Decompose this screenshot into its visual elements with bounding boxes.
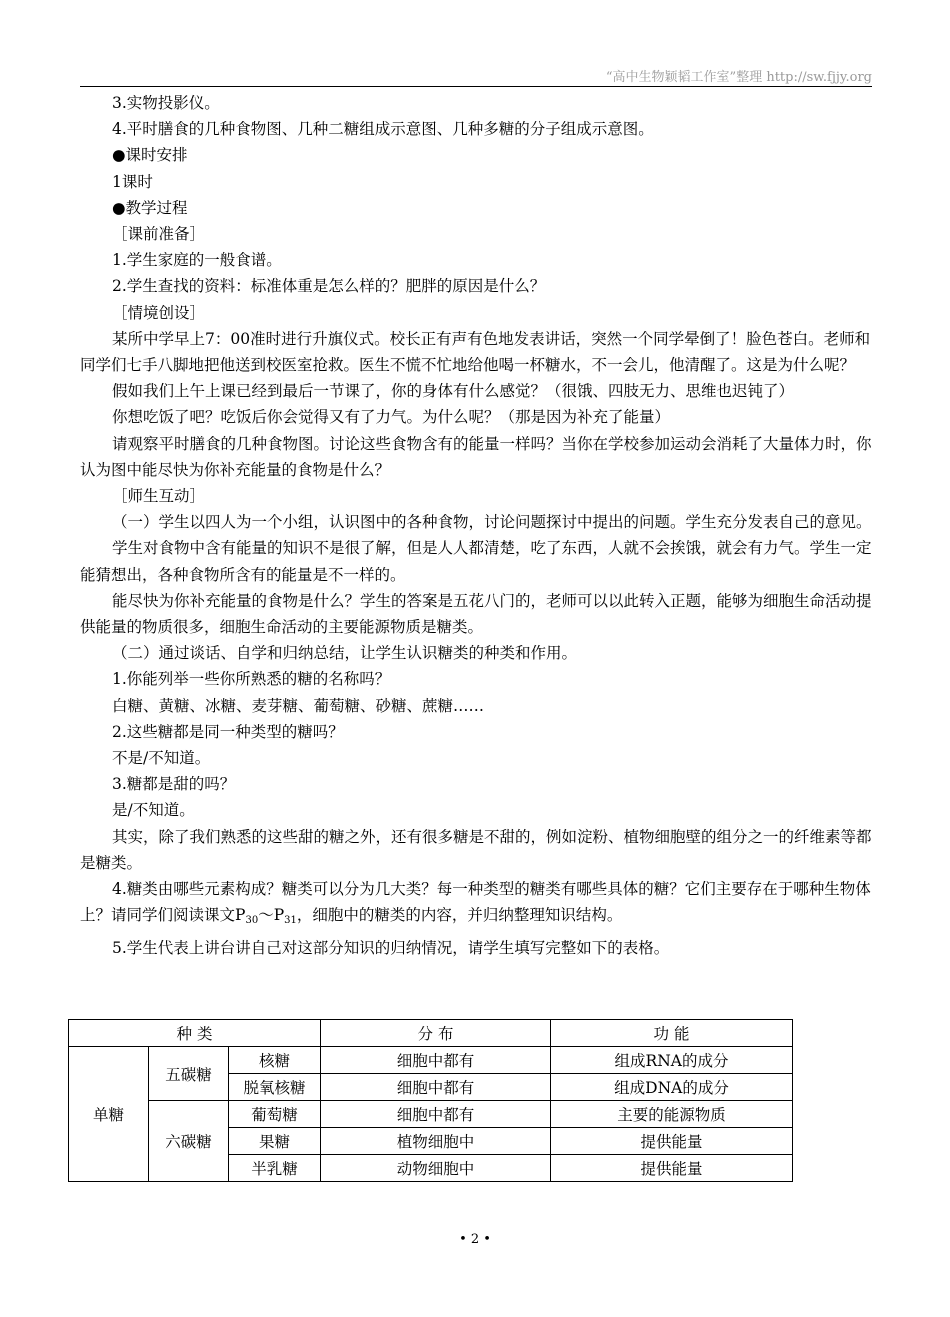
subsection-heading: ［情境创设］ xyxy=(112,303,206,322)
function-cell: 主要的能源物质 xyxy=(551,1101,793,1128)
distribution-cell: 动物细胞中 xyxy=(321,1155,551,1182)
paragraph: 能尽快为你补充能量的食物是什么？学生的答案是五花八门的，老师可以以此转入正题，能够为细胞生命活动提供能量的物质很多，细胞生命活动的主要能源物质是糖类。 xyxy=(80,591,872,637)
header-distribution: 分 布 xyxy=(321,1020,551,1047)
paragraph: 其实，除了我们熟悉的这些甜的糖之外，还有很多糖是不甜的，例如淀粉、植物细胞壁的组分之一的纤维素等都是糖类。 xyxy=(80,827,872,872)
paragraph: 你想吃饭了吧？吃饭后你会觉得又有了力气。为什么呢？（那是因为补充了能量） xyxy=(112,408,671,427)
question: 3.糖都是甜的吗？ xyxy=(112,775,236,794)
page-header: “高中生物颖韬工作室”整理 http://sw.fjjy.org xyxy=(605,70,872,85)
section-heading: ●教学过程 xyxy=(112,198,188,217)
paragraph: 请观察平时膳食的几种食物图。讨论这些食物含有的能量一样吗？当你在学校参加运动会消耗了大量体力时，你认为图中能尽快为你补充能量的食物是什么？ xyxy=(80,434,872,479)
answer: 白糖、黄糖、冰糖、麦芽糖、葡萄糖、砂糖、蔗糖…… xyxy=(112,696,485,715)
sugar-name: 核糖 xyxy=(229,1047,321,1074)
sugar-name: 脱氧核糖 xyxy=(229,1074,321,1101)
table-row xyxy=(69,1101,793,1128)
function-cell: 提供能量 xyxy=(551,1155,793,1182)
group-cell: 单糖 xyxy=(69,1047,149,1182)
distribution-cell: 细胞中都有 xyxy=(321,1074,551,1101)
sugar-name: 葡萄糖 xyxy=(229,1101,321,1128)
subsection-heading: ［师生互动］ xyxy=(112,487,206,506)
subgroup-cell: 六碳糖 xyxy=(149,1101,229,1182)
distribution-cell: 细胞中都有 xyxy=(321,1047,551,1074)
distribution-cell: 细胞中都有 xyxy=(321,1101,551,1128)
text-line: 4.平时膳食的几种食物图、几种二糖组成示意图、几种多糖的分子组成示意图。 xyxy=(112,120,654,139)
header-category: 种 类 xyxy=(69,1020,321,1047)
subsection-heading: ［课前准备］ xyxy=(112,225,206,244)
function-cell: 提供能量 xyxy=(551,1128,793,1155)
answer: 不是/不知道。 xyxy=(112,749,211,768)
text-line: 1课时 xyxy=(112,172,153,191)
sugar-name: 果糖 xyxy=(229,1128,321,1155)
function-cell: 组成DNA的成分 xyxy=(551,1074,793,1101)
paragraph: （二）通过谈话、自学和归纳总结，让学生认识糖类的种类和作用。 xyxy=(112,644,578,663)
page-number: • 2 • xyxy=(459,1232,491,1247)
paragraph: 学生对食物中含有能量的知识不是很了解，但是人人都清楚，吃了东西，人就不会挨饿，就会有力气。学生一定能猜想出，各种食物所含有的能量是不一样的。 xyxy=(80,539,872,584)
answer: 是/不知道。 xyxy=(112,801,195,820)
section-heading: ●课时安排 xyxy=(112,146,188,165)
function-cell: 组成RNA的成分 xyxy=(551,1047,793,1074)
header-rule xyxy=(80,86,872,87)
table-header-row xyxy=(69,1020,793,1047)
sugar-name: 半乳糖 xyxy=(229,1155,321,1182)
text-line: 2.学生查找的资料：标准体重是怎么样的？肥胖的原因是什么？ xyxy=(112,277,546,296)
paragraph: （一）学生以四人为一个小组，认识图中的各种食物，讨论问题探讨中提出的问题。学生充分发表自己的意见。 xyxy=(112,513,872,532)
paragraph: 假如我们上午上课已经到最后一节课了，你的身体有什么感觉？（很饿、四肢无力、思维也迟钝了） xyxy=(112,382,795,401)
question: 1.你能列举一些你所熟悉的糖的名称吗？ xyxy=(112,670,391,689)
sugar-table xyxy=(68,1019,793,1182)
question: 2.这些糖都是同一种类型的糖吗？ xyxy=(112,722,344,741)
distribution-cell: 植物细胞中 xyxy=(321,1128,551,1155)
text-line: 1.学生家庭的一般食谱。 xyxy=(112,251,282,270)
subgroup-cell: 五碳糖 xyxy=(149,1047,229,1101)
header-function: 功 能 xyxy=(551,1020,793,1047)
table-row xyxy=(69,1047,793,1074)
paragraph-q4: 4.糖类由哪些元素构成？糖类可以分为几大类？每一种类型的糖类有哪些具体的糖？它们主要存在于哪种生物体上？请同学们阅读课文$P_{30}\sim P_{31}$，细胞中的糖类的内容，并归纳整理知识结构。 xyxy=(80,880,871,927)
paragraph: 某所中学早上7：00准时进行升旗仪式。校长正有声有色地发表讲话，突然一个同学晕倒了！脸色苍白。老师和同学们七手八脚地把他送到校医室抢救。医生不慌不忙地给他喝一杯糖水，不一会儿，他清醒了。这是为什么呢？ xyxy=(80,329,871,375)
text-line: 3.实物投影仪。 xyxy=(112,94,220,112)
document-body xyxy=(80,90,875,961)
paragraph: 5.学生代表上讲台讲自己对这部分知识的归纳情况，请学生填写完整如下的表格。 xyxy=(112,938,670,957)
